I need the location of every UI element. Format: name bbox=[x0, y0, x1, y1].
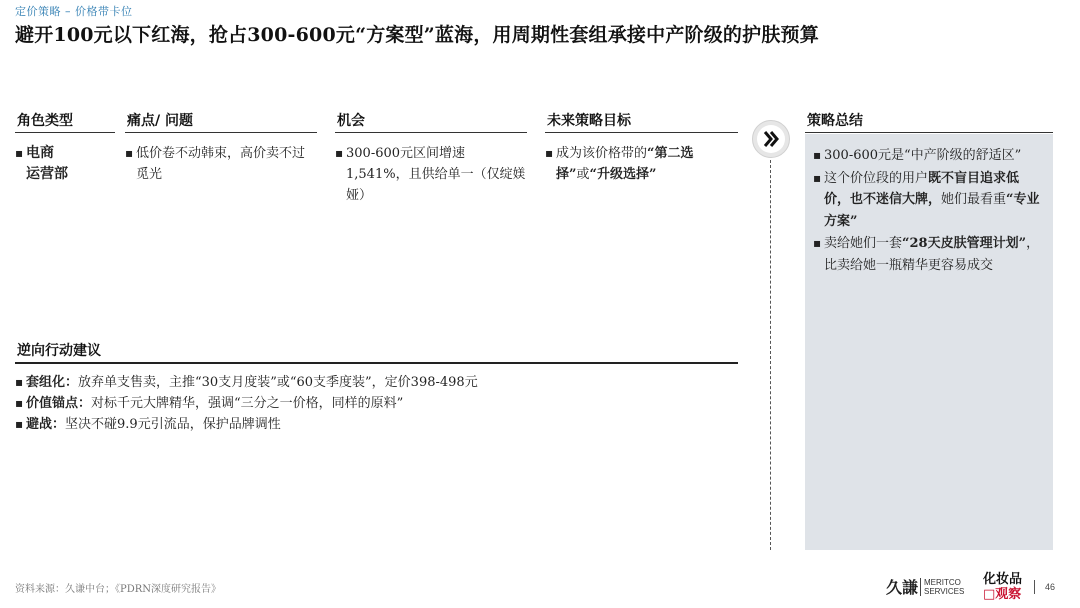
summary-2-bold2: “专业方案” bbox=[824, 192, 1040, 229]
action-item: ▪ 价值锚点：对标千元大牌精华，强调“三分之一价格，同样的原料” bbox=[15, 396, 404, 411]
hzp-logo-line-2: □观察 bbox=[983, 587, 1022, 602]
footer-divider bbox=[1034, 580, 1035, 594]
chevron-right-icon bbox=[752, 120, 790, 158]
goal-bold-1: “第二选择” bbox=[556, 146, 694, 182]
role-line-1: 电商 bbox=[26, 145, 54, 161]
goal-header: 未来策略目标 bbox=[545, 110, 738, 133]
page-number: 46 bbox=[1045, 582, 1056, 592]
cosmetics-observer-logo bbox=[983, 572, 1022, 602]
role-column bbox=[15, 110, 115, 185]
summary-panel bbox=[805, 110, 1053, 277]
action-label: 价值锚点： bbox=[26, 396, 92, 411]
summary-3-post: ，比卖给她一瓶精华更容易成交 bbox=[824, 236, 1040, 273]
summary-3-bold: “28天皮肤管理计划” bbox=[902, 236, 1027, 251]
summary-2-bold: 既不盲目追求低价，也不迷信大牌， bbox=[824, 170, 1020, 207]
dashed-divider bbox=[770, 160, 771, 550]
hzp-logo-line-1: 化妆品 bbox=[983, 572, 1023, 587]
summary-bullet-1: ▪ 300-600元是“中产阶级的舒适区” bbox=[813, 145, 1043, 167]
actions-header: 逆向行动建议 bbox=[15, 340, 738, 364]
opportunity-header: 机会 bbox=[335, 110, 527, 133]
action-item: ▪ 套组化：放弃单支售卖，主推“30支月度装”或“60支季度装”，定价398-498元 bbox=[15, 375, 478, 390]
pain-header: 痛点/ 问题 bbox=[125, 110, 317, 133]
source-note: 资料来源：久谦中台；《PDRN深度研究报告》 bbox=[15, 584, 222, 595]
summary-header: 策略总结 bbox=[805, 110, 1053, 133]
pain-item: ▪ 低价卷不动韩束，高价卖不过觅光 bbox=[125, 143, 317, 185]
goal-bold-2: “升级选择” bbox=[589, 167, 657, 182]
pain-text: 低价卷不动韩束，高价卖不过觅光 bbox=[136, 146, 306, 182]
role-item: ▪ 电商 运营部 bbox=[15, 145, 68, 182]
breadcrumb: 定价策略 – 价格带卡位 bbox=[15, 5, 133, 18]
action-text: 坚决不碰9.9元引流品，保护品牌调性 bbox=[65, 417, 281, 432]
role-line-2: 运营部 bbox=[26, 166, 68, 182]
opportunity-item: ▪ 300-600元区间增速1,541%，且供给单一（仅绽媄娅） bbox=[335, 143, 527, 206]
summary-bullet-2: ▪ 这个价位段的用户既不盲目追求低价，也不迷信大牌，她们最看重“专业方案” bbox=[813, 170, 1040, 229]
action-label: 避战： bbox=[26, 417, 66, 432]
meritco-logo-line-2: SERVICES bbox=[924, 587, 965, 596]
meritco-logo bbox=[920, 578, 964, 596]
action-text: 对标千元大牌精华，强调“三分之一价格，同样的原料” bbox=[91, 396, 404, 411]
action-text: 放弃单支售卖，主推“30支月度装”或“60支季度装”，定价398-498元 bbox=[78, 375, 478, 390]
pain-column bbox=[125, 110, 317, 185]
summary-text-1: 300-600元是“中产阶级的舒适区” bbox=[824, 148, 1022, 163]
summary-2-mid: 她们最看重 bbox=[941, 192, 1007, 207]
action-item: ▪ 避战：坚决不碰9.9元引流品，保护品牌调性 bbox=[15, 417, 281, 432]
role-header: 角色类型 bbox=[15, 110, 115, 133]
summary-bullet-3: ▪ 卖给她们一套“28天皮肤管理计划”，比卖给她一瓶精华更容易成交 bbox=[813, 236, 1040, 273]
jiuqian-logo: 久謙 bbox=[886, 578, 919, 597]
actions-section bbox=[15, 340, 738, 435]
opportunity-text: 300-600元区间增速1,541%，且供给单一（仅绽媄娅） bbox=[346, 146, 526, 203]
meritco-logo-line-1: MERITCO bbox=[924, 578, 961, 587]
action-label: 套组化： bbox=[26, 375, 79, 390]
summary-2-pre: 这个价位段的用户 bbox=[824, 170, 929, 186]
goal-mid: 或 bbox=[576, 167, 590, 182]
page-title: 避开100元以下红海，抢占300-600元“方案型”蓝海，用周期性套组承接中产阶级的护肤预算 bbox=[15, 24, 819, 46]
goal-prefix: 成为该价格带的 bbox=[556, 146, 648, 161]
summary-3-pre: 卖给她们一套 bbox=[824, 236, 903, 251]
goal-item: ▪ 成为该价格带的“第二选择”或“升级选择” bbox=[545, 146, 694, 182]
opportunity-column bbox=[335, 110, 527, 206]
goal-column bbox=[545, 110, 738, 185]
